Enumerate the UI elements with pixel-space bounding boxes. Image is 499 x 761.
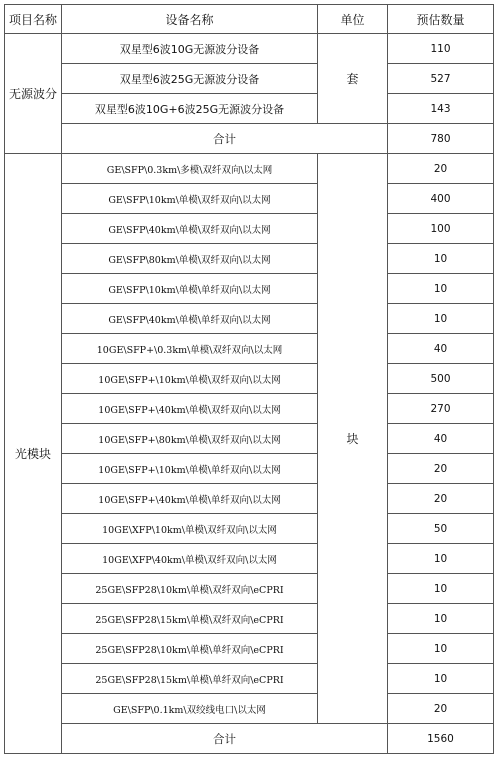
device-name: GE\SFP\0.3km\多模\双纤双向\以太网 — [62, 154, 318, 184]
table-row — [5, 604, 494, 634]
device-name: 25GE\SFP28\15km\单模\单纤双向\eCPRI — [62, 664, 318, 694]
table-row — [5, 454, 494, 484]
subtotal-qty: 780 — [388, 124, 494, 154]
table-row — [5, 274, 494, 304]
device-name: 10GE\SFP+\0.3km\单模\双纤双向\以太网 — [62, 334, 318, 364]
category-passive: 无源波分 — [5, 34, 62, 154]
subtotal-label: 合计 — [62, 124, 388, 154]
device-qty: 110 — [388, 34, 494, 64]
table-row — [5, 304, 494, 334]
table-row — [5, 544, 494, 574]
header-device: 设备名称 — [62, 5, 318, 34]
device-name: GE\SFP\10km\单模\双纤双向\以太网 — [62, 184, 318, 214]
device-qty: 10 — [388, 574, 494, 604]
header-qty: 预估数量 — [388, 5, 494, 34]
device-name: 25GE\SFP28\10km\单模\单纤双向\eCPRI — [62, 634, 318, 664]
device-name: 25GE\SFP28\10km\单模\双纤双向\eCPRI — [62, 574, 318, 604]
device-name: 10GE\SFP+\10km\单模\双纤双向\以太网 — [62, 364, 318, 394]
device-qty: 500 — [388, 364, 494, 394]
device-qty: 40 — [388, 334, 494, 364]
table-row — [5, 364, 494, 394]
table-row — [5, 244, 494, 274]
device-name: 双星型6波25G无源波分设备 — [62, 64, 318, 94]
header-project: 项目名称 — [5, 5, 62, 34]
unit-passive: 套 — [318, 34, 388, 124]
header-unit: 单位 — [318, 5, 388, 34]
device-qty: 50 — [388, 514, 494, 544]
device-qty: 400 — [388, 184, 494, 214]
subtotal-row — [5, 124, 494, 154]
unit-optical: 块 — [318, 154, 388, 724]
device-qty: 100 — [388, 214, 494, 244]
device-name: GE\SFP\0.1km\双绞线电口\以太网 — [62, 694, 318, 724]
table-row — [5, 184, 494, 214]
device-name: GE\SFP\80km\单模\双纤双向\以太网 — [62, 244, 318, 274]
device-qty: 10 — [388, 544, 494, 574]
table-row — [5, 694, 494, 724]
device-qty: 10 — [388, 304, 494, 334]
device-name: 双星型6波10G+6波25G无源波分设备 — [62, 94, 318, 124]
device-qty: 20 — [388, 484, 494, 514]
device-qty: 10 — [388, 274, 494, 304]
device-qty: 10 — [388, 634, 494, 664]
device-name: 10GE\XFP\10km\单模\双纤双向\以太网 — [62, 514, 318, 544]
table-row — [5, 34, 494, 64]
table-row — [5, 634, 494, 664]
table-row — [5, 64, 494, 94]
device-qty: 270 — [388, 394, 494, 424]
table-row — [5, 214, 494, 244]
device-qty: 20 — [388, 454, 494, 484]
device-name: GE\SFP\40km\单模\双纤双向\以太网 — [62, 214, 318, 244]
device-name: 10GE\SFP+\40km\单模\双纤双向\以太网 — [62, 394, 318, 424]
device-name: 25GE\SFP28\15km\单模\双纤双向\eCPRI — [62, 604, 318, 634]
device-qty: 20 — [388, 694, 494, 724]
device-qty: 10 — [388, 244, 494, 274]
table-row — [5, 484, 494, 514]
table-row — [5, 94, 494, 124]
category-optical: 光模块 — [5, 154, 62, 754]
device-name: 10GE\SFP+\80km\单模\双纤双向\以太网 — [62, 424, 318, 454]
table-row — [5, 514, 494, 544]
device-name: 10GE\SFP+\40km\单模\单纤双向\以太网 — [62, 484, 318, 514]
device-qty: 40 — [388, 424, 494, 454]
device-name: GE\SFP\40km\单模\单纤双向\以太网 — [62, 304, 318, 334]
device-name: 10GE\XFP\40km\单模\双纤双向\以太网 — [62, 544, 318, 574]
subtotal-row — [5, 724, 494, 754]
device-name: GE\SFP\10km\单模\单纤双向\以太网 — [62, 274, 318, 304]
table-row — [5, 154, 494, 184]
header-row — [5, 5, 494, 34]
device-qty: 20 — [388, 154, 494, 184]
device-name: 双星型6波10G无源波分设备 — [62, 34, 318, 64]
device-qty: 527 — [388, 64, 494, 94]
table-row — [5, 574, 494, 604]
table-row — [5, 334, 494, 364]
device-qty: 10 — [388, 664, 494, 694]
subtotal-qty: 1560 — [388, 724, 494, 754]
device-qty: 10 — [388, 604, 494, 634]
equipment-table — [4, 4, 494, 754]
table-row — [5, 394, 494, 424]
device-qty: 143 — [388, 94, 494, 124]
table-row — [5, 424, 494, 454]
subtotal-label: 合计 — [62, 724, 388, 754]
table-row — [5, 664, 494, 694]
device-name: 10GE\SFP+\10km\单模\单纤双向\以太网 — [62, 454, 318, 484]
